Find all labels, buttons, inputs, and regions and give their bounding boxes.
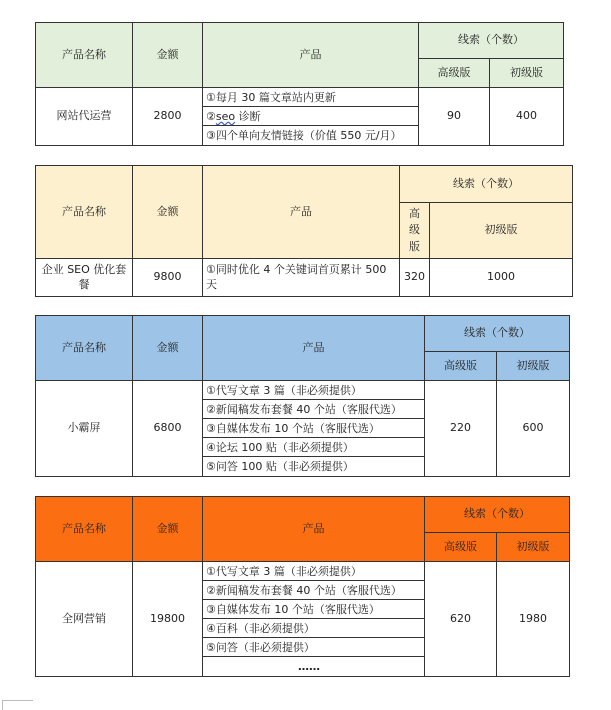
header-product-name: 产品名称 — [36, 166, 133, 259]
product-items-cell — [203, 562, 425, 677]
header-basic-version: 初级版 — [430, 203, 573, 259]
product-item: ④百科（非必须提供） — [203, 619, 424, 638]
header-high-version: 高级版 — [400, 203, 430, 259]
header-high-version: 高级版 — [425, 352, 497, 381]
product-items-cell — [203, 381, 425, 477]
header-product: 产品 — [203, 316, 425, 381]
header-product-name: 产品名称 — [36, 23, 133, 88]
product-item: ①每月 30 篇文章站内更新 — [203, 88, 418, 107]
pricing-table-small-screen — [35, 315, 570, 477]
product-item: ④论坛 100 贴（非必须提供） — [203, 438, 424, 457]
product-items-cell — [203, 88, 419, 146]
product-item-ellipsis: …… — [298, 660, 320, 673]
header-clues: 线索（个数） — [400, 166, 573, 203]
seo-item-text: ②seo 诊断 — [206, 110, 261, 123]
header-clues: 线索（个数） — [419, 23, 564, 59]
product-item: ①代写文章 3 篇（非必须提供） — [203, 381, 424, 400]
product-item: ⑤问答（非必须提供） — [203, 638, 424, 657]
high-version-count: 620 — [425, 562, 497, 677]
header-price: 金额 — [133, 316, 203, 381]
price-cell: 9800 — [133, 259, 203, 297]
header-basic-version: 初级版 — [497, 352, 570, 381]
product-item: ②新闻稿发布套餐 40 个站（客服代选） — [203, 581, 424, 600]
product-item: ③四个单向友情链接（价值 550 元/月） — [206, 129, 402, 142]
basic-version-count: 600 — [497, 381, 570, 477]
header-price: 金额 — [133, 23, 203, 88]
header-basic-version: 初级版 — [490, 59, 564, 88]
product-item: ①同时优化 4 个关键词首页累计 500 天 — [203, 259, 400, 297]
header-price: 金额 — [133, 166, 203, 259]
header-basic-version: 初级版 — [497, 533, 570, 562]
header-high-version: 高级版 — [419, 59, 490, 88]
header-high-version: 高级版 — [425, 533, 497, 562]
pricing-table-full-network-marketing — [35, 496, 570, 677]
product-item: ⑤问答 100 贴（非必须提供） — [206, 460, 354, 473]
high-version-count: 220 — [425, 381, 497, 477]
product-name-cell: 小霸屏 — [36, 381, 133, 477]
basic-version-count: 400 — [490, 88, 564, 146]
header-product-name: 产品名称 — [36, 497, 133, 562]
pricing-table-seo-package — [35, 165, 573, 297]
price-cell: 6800 — [133, 381, 203, 477]
product-name-cell: 网站代运营 — [36, 88, 133, 146]
pricing-table-website-operation — [35, 22, 564, 146]
header-product-name: 产品名称 — [36, 316, 133, 381]
header-product: 产品 — [203, 497, 425, 562]
header-clues: 线索（个数） — [425, 497, 570, 533]
product-name-cell: 企业 SEO 优化套餐 — [36, 259, 133, 297]
price-cell: 19800 — [133, 562, 203, 677]
header-product: 产品 — [203, 23, 419, 88]
product-item: ③自媒体发布 10 个站（客服代选） — [203, 600, 424, 619]
high-version-count: 320 — [400, 259, 430, 297]
product-item — [203, 107, 418, 126]
basic-version-count: 1980 — [497, 562, 570, 677]
high-version-count: 90 — [419, 88, 490, 146]
header-price: 金额 — [133, 497, 203, 562]
product-item: ②新闻稿发布套餐 40 个站（客服代选） — [203, 400, 424, 419]
product-name-cell: 全网营销 — [36, 562, 133, 677]
product-item: ③自媒体发布 10 个站（客服代选） — [203, 419, 424, 438]
product-item: ①代写文章 3 篇（非必须提供） — [203, 562, 424, 581]
basic-version-count: 1000 — [430, 259, 573, 297]
header-clues: 线索（个数） — [425, 316, 570, 352]
price-cell: 2800 — [133, 88, 203, 146]
header-product: 产品 — [203, 166, 400, 259]
